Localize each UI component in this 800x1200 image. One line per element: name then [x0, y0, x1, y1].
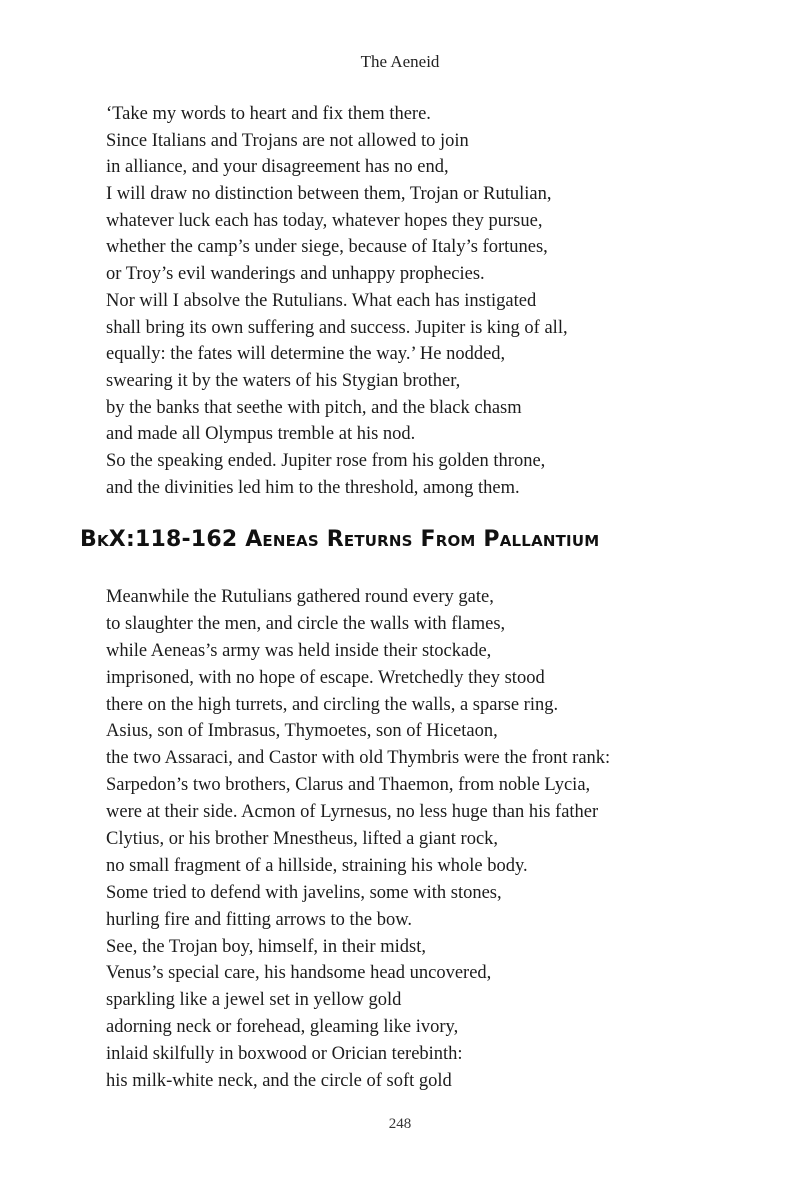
verse-line: See, the Trojan boy, himself, in their midst, — [106, 936, 426, 957]
verse-line: shall bring its own suffering and success. Jupiter is king of all, — [106, 317, 568, 338]
verse-line: the two Assaraci, and Castor with old Thymbris were the front rank: — [106, 748, 611, 769]
verse-line: swearing it by the waters of his Stygian brother, — [106, 370, 461, 391]
section-heading: BkX:118-162 Aeneas Returns From Pallantium — [80, 527, 600, 552]
verse-line: ‘Take my words to heart and fix them there. — [106, 104, 431, 124]
verse-line: no small fragment of a hillside, straining his whole body. — [106, 855, 528, 876]
verse-line: imprisoned, with no hope of escape. Wretchedly they stood — [106, 667, 545, 688]
verse-line: Venus’s special care, his handsome head uncovered, — [106, 963, 492, 984]
verse-line: whatever luck each has today, whatever hopes they pursue, — [106, 210, 543, 231]
verse-line: in alliance, and your disagreement has no end, — [106, 157, 449, 178]
verse-line: while Aeneas’s army was held inside their stockade, — [106, 640, 492, 661]
verse-line: Clytius, or his brother Mnestheus, lifted a giant rock, — [106, 829, 499, 850]
verse-line: Some tried to defend with javelins, some with stones, — [106, 882, 502, 903]
verse-line: inlaid skilfully in boxwood or Orician terebinth: — [106, 1044, 463, 1065]
verse-line: were at their side. Acmon of Lyrnesus, no less huge than his father — [106, 802, 599, 823]
verse-passage-2 — [106, 584, 610, 1095]
verse-line: by the banks that seethe with pitch, and the black chasm — [106, 397, 522, 418]
verse-line: to slaughter the men, and circle the walls with flames, — [106, 613, 506, 634]
verse-line: I will draw no distinction between them, Trojan or Rutulian, — [106, 184, 552, 205]
verse-passage-1 — [106, 101, 568, 501]
running-head: The Aeneid — [360, 52, 440, 71]
verse-line: there on the high turrets, and circling the walls, a sparse ring. — [106, 694, 559, 715]
verse-line: Meanwhile the Rutulians gathered round every gate, — [106, 587, 494, 607]
page-number: 248 — [388, 1116, 412, 1132]
verse-line: So the speaking ended. Jupiter rose from his golden throne, — [106, 450, 546, 471]
verse-line: equally: the fates will determine the way.’ He nodded, — [106, 344, 506, 365]
verse-line: his milk-white neck, and the circle of soft gold — [106, 1071, 452, 1092]
verse-line: hurling fire and fitting arrows to the bow. — [106, 909, 413, 930]
verse-line: Since Italians and Trojans are not allowed to join — [106, 130, 469, 151]
verse-line: Nor will I absolve the Rutulians. What each has instigated — [106, 290, 537, 311]
verse-line: Asius, son of Imbrasus, Thymoetes, son of Hicetaon, — [106, 721, 498, 742]
verse-line: Sarpedon’s two brothers, Clarus and Thaemon, from noble Lycia, — [106, 775, 591, 796]
verse-line: whether the camp’s under siege, because of Italy’s fortunes, — [106, 237, 548, 258]
verse-line: sparkling like a jewel set in yellow gold — [106, 990, 402, 1011]
verse-line: and made all Olympus tremble at his nod. — [106, 424, 416, 445]
verse-line: adorning neck or forehead, gleaming like ivory, — [106, 1017, 459, 1038]
verse-line: and the divinities led him to the threshold, among them. — [106, 477, 520, 498]
verse-line: or Troy’s evil wanderings and unhappy prophecies. — [106, 264, 485, 285]
